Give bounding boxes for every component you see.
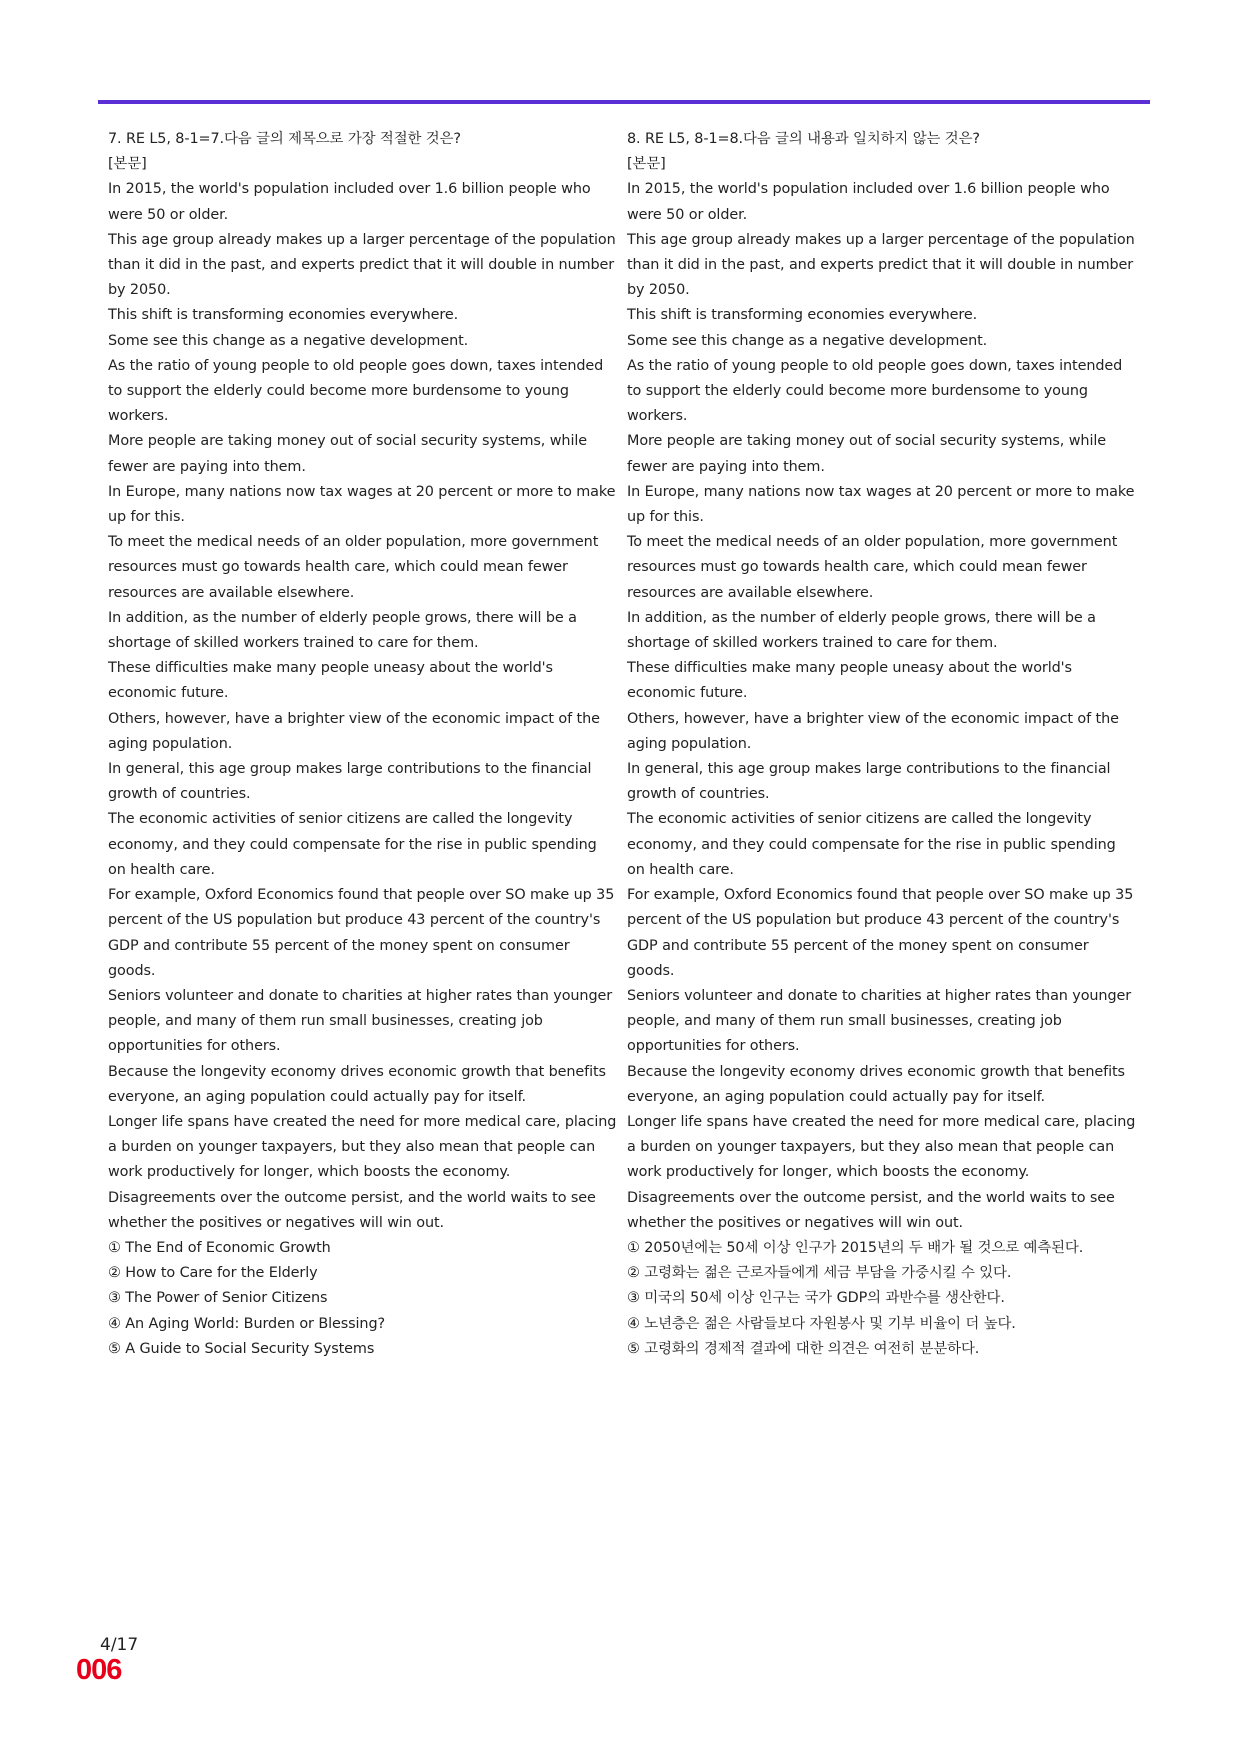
passage-sentence: This shift is transforming economies everywhere.: [108, 307, 459, 324]
passage: [627, 177, 1137, 1236]
passage: [108, 177, 618, 1236]
passage-sentence: Disagreements over the outcome persist, and the world waits to see whether the positives or negatives will win out.: [108, 1189, 596, 1231]
answer-choice[interactable]: ① The End of Economic Growth: [108, 1239, 331, 1256]
passage-sentence: For example, Oxford Economics found that people over SO make up 35 percent of the US population but produce 43 percent of the country's GDP and contribute 55 percent of the money spent on consumer goods.: [627, 887, 1134, 979]
passage-sentence: This shift is transforming economies everywhere.: [627, 307, 978, 324]
passage-sentence: In general, this age group makes large contributions to the financial growth of countries.: [627, 761, 1111, 803]
question-header: 7. RE L5, 8-1=7.다음 글의 제목으로 가장 적절한 것은?: [108, 131, 461, 147]
passage-sentence: In Europe, many nations now tax wages at 20 percent or more to make up for this.: [108, 483, 616, 526]
passage-sentence: Some see this change as a negative development.: [108, 332, 469, 349]
page-number: 4/17: [100, 1635, 139, 1655]
passage-sentence: In 2015, the world's population included over 1.6 billion people who were 50 or older.: [627, 181, 1110, 223]
answer-choice[interactable]: ⑤ 고령화의 경제적 결과에 대한 의견은 여전히 분분하다.: [627, 1340, 980, 1357]
passage-sentence: In general, this age group makes large contributions to the financial growth of countries.: [108, 761, 592, 803]
passage-sentence: Because the longevity economy drives economic growth that benefits everyone, an aging population could actually pay for itself.: [627, 1063, 1125, 1105]
passage-sentence: More people are taking money out of social security systems, while fewer are paying into them.: [627, 433, 1106, 475]
passage-sentence: Disagreements over the outcome persist, and the world waits to see whether the positives or negatives will win out.: [627, 1189, 1115, 1231]
question-7: [108, 127, 618, 1362]
question-8: [627, 127, 1137, 1362]
passage-label: [본문]: [108, 156, 147, 173]
answer-choice[interactable]: ⑤ A Guide to Social Security Systems: [108, 1340, 375, 1357]
passage-sentence: Others, however, have a brighter view of the economic impact of the aging population.: [108, 710, 600, 752]
passage-sentence: As the ratio of young people to old people goes down, taxes intended to support the elderly could become more burdensome to young workers.: [108, 357, 604, 425]
answer-choice[interactable]: ② How to Care for the Elderly: [108, 1265, 318, 1282]
passage-sentence: These difficulties make many people uneasy about the world's economic future.: [627, 660, 1072, 702]
passage-sentence: Seniors volunteer and donate to charities at higher rates than younger people, and many of them run small businesses, creating job opportunities for others.: [627, 987, 1132, 1055]
passage-sentence: The economic activities of senior citizens are called the longevity economy, and they could compensate for the rise in public spending on health care.: [627, 811, 1116, 878]
passage-sentence: To meet the medical needs of an older population, more government resources must go towards health care, which could mean fewer resources are available elsewhere.: [108, 534, 599, 601]
passage-sentence: In addition, as the number of elderly people grows, there will be a shortage of skilled workers trained to care for them.: [108, 609, 577, 652]
answer-choice[interactable]: ③ The Power of Senior Citizens: [108, 1290, 328, 1307]
passage-sentence: In 2015, the world's population included over 1.6 billion people who were 50 or older.: [108, 181, 591, 223]
answer-choice[interactable]: ④ 노년층은 젊은 사람들보다 자원봉사 및 기부 비율이 더 높다.: [627, 1315, 1016, 1332]
passage-sentence: This age group already makes up a larger percentage of the population than it did in the past, and experts predict that it will double in number by 2050.: [108, 231, 616, 299]
answer-choice[interactable]: ③ 미국의 50세 이상 인구는 국가 GDP의 과반수를 생산한다.: [627, 1290, 1005, 1307]
passage-sentence: Seniors volunteer and donate to charities at higher rates than younger people, and many of them run small businesses, creating job opportunities for others.: [108, 987, 613, 1055]
passage-sentence: Longer life spans have created the need for more medical care, placing a burden on younger taxpayers, but they also mean that people can work productively for longer, which boosts the economy.: [108, 1113, 617, 1181]
passage-sentence: In addition, as the number of elderly people grows, there will be a shortage of skilled workers trained to care for them.: [627, 609, 1096, 652]
passage-sentence: These difficulties make many people uneasy about the world's economic future.: [108, 660, 553, 702]
passage-sentence: More people are taking money out of social security systems, while fewer are paying into them.: [108, 433, 587, 475]
passage-sentence: To meet the medical needs of an older population, more government resources must go towards health care, which could mean fewer resources are available elsewhere.: [627, 534, 1118, 601]
choices: [108, 1236, 618, 1362]
passage-sentence: For example, Oxford Economics found that people over SO make up 35 percent of the US population but produce 43 percent of the country's GDP and contribute 55 percent of the money spent on consumer goods.: [108, 887, 615, 979]
passage-sentence: The economic activities of senior citizens are called the longevity economy, and they could compensate for the rise in public spending on health care.: [108, 811, 597, 878]
brand-logo: 006: [76, 1654, 122, 1686]
question-header: 8. RE L5, 8-1=8.다음 글의 내용과 일치하지 않는 것은?: [627, 131, 980, 147]
answer-choice[interactable]: ④ An Aging World: Burden or Blessing?: [108, 1315, 386, 1332]
passage-sentence: Others, however, have a brighter view of the economic impact of the aging population.: [627, 710, 1119, 752]
answer-choice[interactable]: ② 고령화는 젊은 근로자들에게 세금 부담을 가중시킬 수 있다.: [627, 1265, 1012, 1282]
choices: [627, 1236, 1137, 1362]
passage-sentence: In Europe, many nations now tax wages at 20 percent or more to make up for this.: [627, 483, 1135, 526]
passage-sentence: As the ratio of young people to old people goes down, taxes intended to support the elderly could become more burdensome to young workers.: [627, 357, 1123, 425]
passage-sentence: Because the longevity economy drives economic growth that benefits everyone, an aging population could actually pay for itself.: [108, 1063, 606, 1105]
header-rule: [98, 100, 1150, 104]
passage-sentence: Some see this change as a negative development.: [627, 332, 988, 349]
passage-sentence: This age group already makes up a larger percentage of the population than it did in the past, and experts predict that it will double in number by 2050.: [627, 231, 1135, 299]
answer-choice[interactable]: ① 2050년에는 50세 이상 인구가 2015년의 두 배가 될 것으로 예측된다.: [627, 1239, 1084, 1256]
passage-sentence: Longer life spans have created the need for more medical care, placing a burden on younger taxpayers, but they also mean that people can work productively for longer, which boosts the economy.: [627, 1113, 1136, 1181]
passage-label: [본문]: [627, 156, 666, 173]
